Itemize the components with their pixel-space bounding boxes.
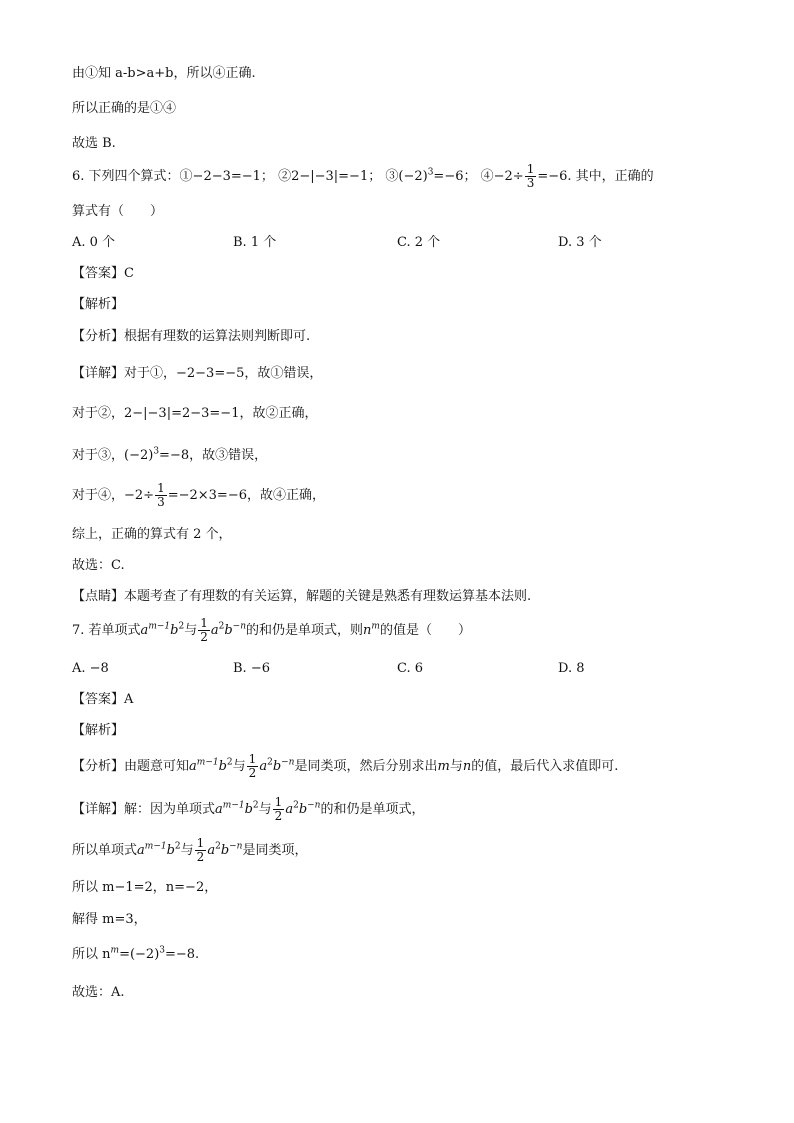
q6-detail-5: 综上，正确的算式有 2 个， <box>72 527 232 542</box>
q7-detail-3: 所以 m−1=2，n=−2， <box>72 880 218 895</box>
q7-detail-6: 故选：A. <box>72 985 125 1000</box>
q6-expr-1: ①−2−3=−1； <box>179 169 274 184</box>
q7-detail-1: 【详解】解：因为单项式$a^{m-1}b^2$与 $\frac{1}{2}$ $a^2b^{-n}$的和仍是单项式， <box>72 795 425 823</box>
q7-analysis: 【分析】由题意可知$a^{m-1}b^2$与 $\frac{1}{2}$ $a^2b^{-n}$是同类项，然后分别求出m与n的值，最后代入求值即可. <box>72 752 619 780</box>
q6-stem-line-2: 算式有（ ） <box>72 204 164 219</box>
prev-line-1: 由①知 a-b>a+b，所以④正确. <box>72 66 256 81</box>
fraction: $\frac{1}{2}$ <box>200 616 208 644</box>
q6-option-c: C. 2 个 <box>397 235 441 250</box>
fraction: $\frac{1}{3}$ <box>526 162 535 190</box>
prev-line-2: 所以正确的是①④ <box>72 101 177 116</box>
prev-line-3: 故选 B. <box>72 136 116 151</box>
q6-expr-2: ②2−|−3|=−1； <box>278 169 382 184</box>
q7-detail-5: 所以 $n^m=(-2)^3=-8$. <box>72 945 200 962</box>
q6-dianjing: 【点睛】本题考查了有理数的有关运算，解题的关键是熟悉有理数运算基本法则. <box>72 589 532 604</box>
q6-option-a: A. 0 个 <box>72 235 116 250</box>
q7-detail-2: 所以单项式$a^{m-1}b^2$与 $\frac{1}{2}$ $a^2b^{-n}$是同类项， <box>72 836 308 864</box>
q6-detail-2: 对于②，2−|−3|=2−3=−1，故②正确， <box>72 406 318 421</box>
q6-prefix: 6. 下列四个算式： <box>72 169 180 184</box>
q6-expr-4: ④−2÷ $\frac{1}{3}$ =−6. 其中，正确的 <box>480 162 654 190</box>
q6-option-d: D. 3 个 <box>558 235 602 250</box>
q6-jiexi-heading: 【解析】 <box>72 297 125 312</box>
q7-option-a: A. −8 <box>72 661 109 676</box>
q7-option-d: D. 8 <box>558 661 585 676</box>
q7-jiexi-heading: 【解析】 <box>72 723 125 738</box>
q6-analysis: 【分析】根据有理数的运算法则判断即可. <box>72 329 311 344</box>
q7-stem-line-1: 7. 若单项式$a^{m-1}b^2$与 $\frac{1}{2}$ $a^2b^{-n}$的和仍是单项式，则$n^m$的值是（ ） <box>72 616 471 644</box>
q7-detail-4: 解得 m=3， <box>72 912 147 927</box>
q6-detail-1: 【详解】对于①，−2−3=−5，故①错误， <box>72 366 323 381</box>
fraction: $\frac{1}{2}$ <box>248 752 257 780</box>
q7-option-c: C. 6 <box>397 661 424 676</box>
q7-option-b: B. −6 <box>233 661 270 676</box>
fraction: $\frac{1}{2}$ <box>274 795 283 823</box>
q6-detail-4: 对于④，−2÷ $\frac{1}{3}$ =−2×3=−6，故④正确， <box>72 481 325 509</box>
q6-answer: 【答案】C <box>72 266 134 281</box>
q7-answer: 【答案】A <box>72 692 134 707</box>
q6-detail-3: 对于③，$(-2)^3=-8$，故③错误， <box>72 446 268 463</box>
q6-detail-6: 故选：C. <box>72 558 125 573</box>
q6-expr-3: $③(-2)^3=-6$； <box>385 167 477 184</box>
fraction: $\frac{1}{2}$ <box>196 836 205 864</box>
fraction: $\frac{1}{3}$ <box>157 481 165 509</box>
q6-option-b: B. 1 个 <box>233 235 277 250</box>
q6-stem-line-1 <box>72 163 654 190</box>
